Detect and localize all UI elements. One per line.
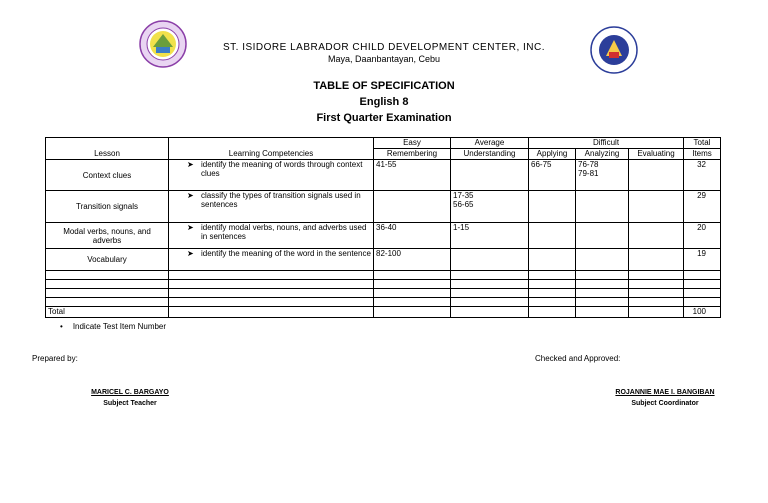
evaluating-cell: [629, 249, 684, 271]
lesson-cell: Modal verbs, nouns, and adverbs: [46, 223, 169, 249]
grand-total: 100: [684, 307, 721, 318]
competency-text: identify modal verbs, nouns, and adverbs used in sentences: [201, 223, 367, 241]
arrow-bullet-icon: ➤: [187, 191, 194, 200]
school-name: ST. ISIDORE LABRADOR CHILD DEVELOPMENT CENTER, INC.: [222, 42, 546, 53]
arrow-bullet-icon: ➤: [187, 160, 194, 169]
table-row: [46, 191, 721, 223]
competency-cell: [169, 191, 374, 223]
total-cell: 29: [684, 191, 721, 223]
applying-header: Applying: [529, 149, 576, 160]
items-header: Items: [684, 149, 721, 160]
coordinator-name: ROJANNIE MAE I. BANGIBAN: [615, 389, 715, 396]
analyzing-header: Analyzing: [576, 149, 629, 160]
applying-cell: [529, 191, 576, 223]
note-text: Indicate Test Item Number: [72, 322, 167, 331]
lesson-cell: Context clues: [46, 160, 169, 191]
empty-row: [46, 289, 721, 298]
competency-cell: [169, 160, 374, 191]
total-header: Total: [684, 138, 721, 149]
coordinator-role: Subject Coordinator: [631, 400, 699, 407]
understanding-cell: [451, 160, 529, 191]
table-row: [46, 249, 721, 271]
bullet-icon: •: [60, 322, 63, 331]
easy-header: Easy: [374, 138, 451, 149]
arrow-bullet-icon: ➤: [187, 223, 194, 232]
subject-title: English 8: [359, 96, 409, 108]
total-label: Total: [46, 307, 169, 318]
understanding-cell: 17-35 56-65: [451, 191, 529, 223]
difficult-header: Difficult: [529, 138, 684, 149]
arrow-bullet-icon: ➤: [187, 249, 194, 258]
competencies-header: Learning Competencies: [169, 138, 374, 160]
competency-cell: [169, 249, 374, 271]
exam-title: First Quarter Examination: [316, 112, 452, 124]
lesson-cell: Transition signals: [46, 191, 169, 223]
empty-row: [46, 298, 721, 307]
empty-row: [46, 271, 721, 280]
understanding-cell: [451, 249, 529, 271]
remembering-cell: 36-40: [374, 223, 451, 249]
evaluating-cell: [629, 223, 684, 249]
competency-text: identify the meaning of the word in the sentence: [201, 249, 371, 258]
analyzing-cell: [576, 249, 629, 271]
total-cell: 19: [684, 249, 721, 271]
teacher-role: Subject Teacher: [103, 400, 157, 407]
prepared-by-label: Prepared by:: [32, 354, 78, 363]
evaluating-cell: [629, 160, 684, 191]
understanding-cell: 1-15: [451, 223, 529, 249]
total-cell: 32: [684, 160, 721, 191]
table-row: [46, 160, 721, 191]
total-cell: 20: [684, 223, 721, 249]
note: [60, 322, 166, 331]
empty-row: [46, 280, 721, 289]
checked-approved-label: Checked and Approved:: [535, 354, 621, 363]
average-header: Average: [451, 138, 529, 149]
lesson-header: Lesson: [46, 138, 169, 160]
school-address: Maya, Daanbantayan, Cebu: [327, 54, 441, 64]
table-row: [46, 223, 721, 249]
competency-cell: [169, 223, 374, 249]
competency-text: classify the types of transition signals used in sentences: [201, 191, 361, 209]
remembering-cell: 41-55: [374, 160, 451, 191]
lesson-cell: Vocabulary: [46, 249, 169, 271]
competency-text: identify the meaning of words through context clues: [201, 160, 363, 178]
specification-table: [45, 137, 721, 318]
remembering-header: Remembering: [374, 149, 451, 160]
applying-cell: [529, 249, 576, 271]
evaluating-cell: [629, 191, 684, 223]
teacher-name: MARICEL C. BARGAYO: [91, 389, 169, 396]
remembering-cell: 82-100: [374, 249, 451, 271]
evaluating-header: Evaluating: [629, 149, 684, 160]
total-row: [46, 307, 721, 318]
analyzing-cell: 76-78 79-81: [576, 160, 629, 191]
applying-cell: [529, 223, 576, 249]
remembering-cell: [374, 191, 451, 223]
document-title: TABLE OF SPECIFICATION: [313, 80, 455, 92]
applying-cell: 66-75: [529, 160, 576, 191]
analyzing-cell: [576, 223, 629, 249]
analyzing-cell: [576, 191, 629, 223]
understanding-header: Understanding: [451, 149, 529, 160]
